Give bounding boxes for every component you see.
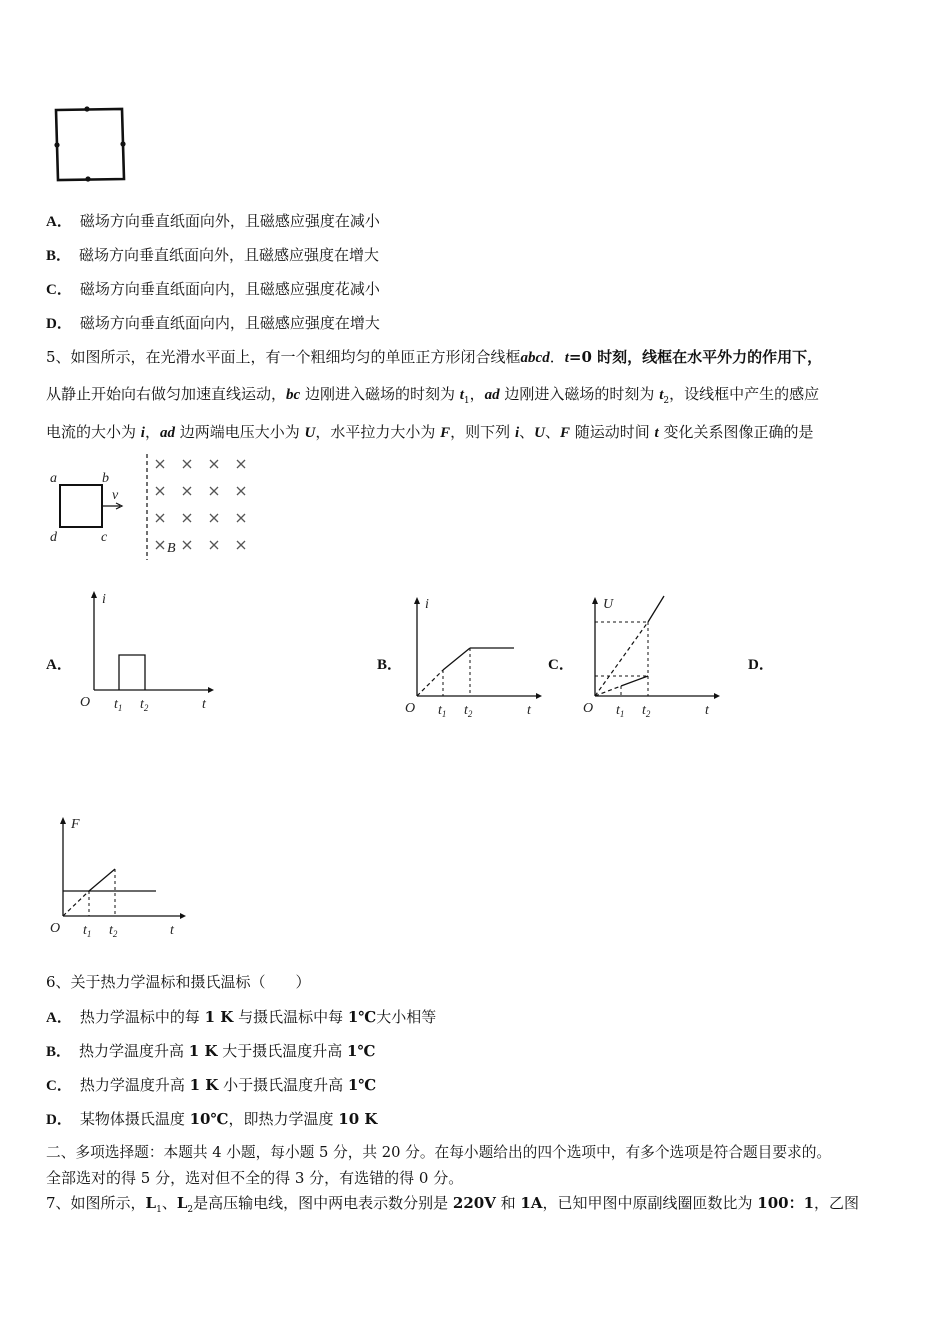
q4-option-b: B． 磁场方向垂直纸面向外，且磁感应强度在增大 [46,246,380,264]
label-d: d [50,530,57,545]
loop-figure [50,104,130,188]
graph-label-b: B． [377,657,403,673]
q5-stem-line1: 5、如图所示，在光滑水平面上，有一个粗细均匀的单匝正方形闭合线框abcd．t=0 时刻，线框在水平外力的作用下， [46,348,823,366]
svg-text:t2: $t_2$ [464,703,473,718]
q6-option-c: C． 热力学温度升高 1 K 小于摄氏温度升高 1℃ [46,1076,377,1094]
section2-line2: 全部选对的得 5 分，选对但不全的得 3 分，有选错的得 0 分。 [46,1169,464,1187]
svg-text:t: t [170,923,174,938]
graph-b [400,588,550,722]
svg-text:t: t [202,697,206,712]
svg-text:t2: $t_2$ [140,697,149,713]
svg-text:t2: $t_2$ [642,703,651,718]
graph-label-c: C． [548,657,574,673]
svg-text:t2: $t_2$ [109,923,118,939]
svg-text:t: t [527,703,531,718]
graph-label-a: A． [46,657,72,673]
svg-text:O: O [405,701,416,716]
svg-text:F: F [71,817,80,832]
q6-option-b: B． 热力学温度升高 1 K 大于摄氏温度升高 1℃ [46,1042,376,1060]
graph-c [578,588,728,722]
graph-label-d: D． [748,657,774,673]
label-B: B [167,541,176,556]
q5-stem-line3: 电流的大小为 i，ad 边两端电压大小为 U，水平拉力大小为 F，则下列 i、U、F 随运动时间 t 变化关系图像正确的是 [46,423,814,441]
svg-text:O: O [583,701,594,716]
svg-text:O: O [80,695,91,710]
label-a: a [50,471,57,486]
q4-option-d: D． 磁场方向垂直纸面向内，且磁感应强度在增大 [46,314,380,332]
svg-text:i: i [102,592,106,607]
section2-line1: 二、多项选择题：本题共 4 小题，每小题 5 分，共 20 分。在每小题给出的四个选项中，有多个选项是符合题目要求的。 [46,1144,832,1161]
q6-option-d: D． 某物体摄氏温度 10℃，即热力学温度 10 K [46,1110,378,1128]
svg-text:t1: $t_1$ [83,923,92,939]
q6-stem: 6、关于热力学温标和摄氏温标（ ） [46,973,311,991]
q5-stem-line2: 从静止开始向右做匀加速直线运动，bc 边刚进入磁场的时刻为 $t_1$，ad 边刚进入磁场的时刻为 $t_2$，设线框中产生的感应 [46,385,820,406]
label-b: b [102,471,109,486]
graph-d [46,810,196,944]
svg-text:t1: $t_1$ [616,703,625,718]
graph-a [74,588,224,722]
svg-text:t: t [705,703,709,718]
q4-option-a: A． 磁场方向垂直纸面向外，且磁感应强度在减小 [46,212,380,230]
q4-option-c: C． 磁场方向垂直纸面向内，且磁感应强度花减小 [46,280,380,298]
svg-text:i: i [425,597,429,612]
q5-setup-figure [44,452,264,568]
svg-text:O: O [50,921,61,936]
label-v: v [112,488,119,503]
q6-option-a: A． 热力学温标中的每 1 K 与摄氏温标中每 1℃大小相等 [46,1008,437,1026]
svg-text:t1: $t_1$ [438,703,447,718]
svg-text:t1: $t_1$ [114,697,123,713]
svg-text:U: U [603,597,614,612]
q7-stem: 7、如图所示，$L_1$、$L_2$是高压输电线，图中两电表示数分别是 220V 和 1A，已知甲图中原副线圈匝数比为 100：1，乙图 [46,1194,860,1215]
label-c: c [101,530,108,545]
